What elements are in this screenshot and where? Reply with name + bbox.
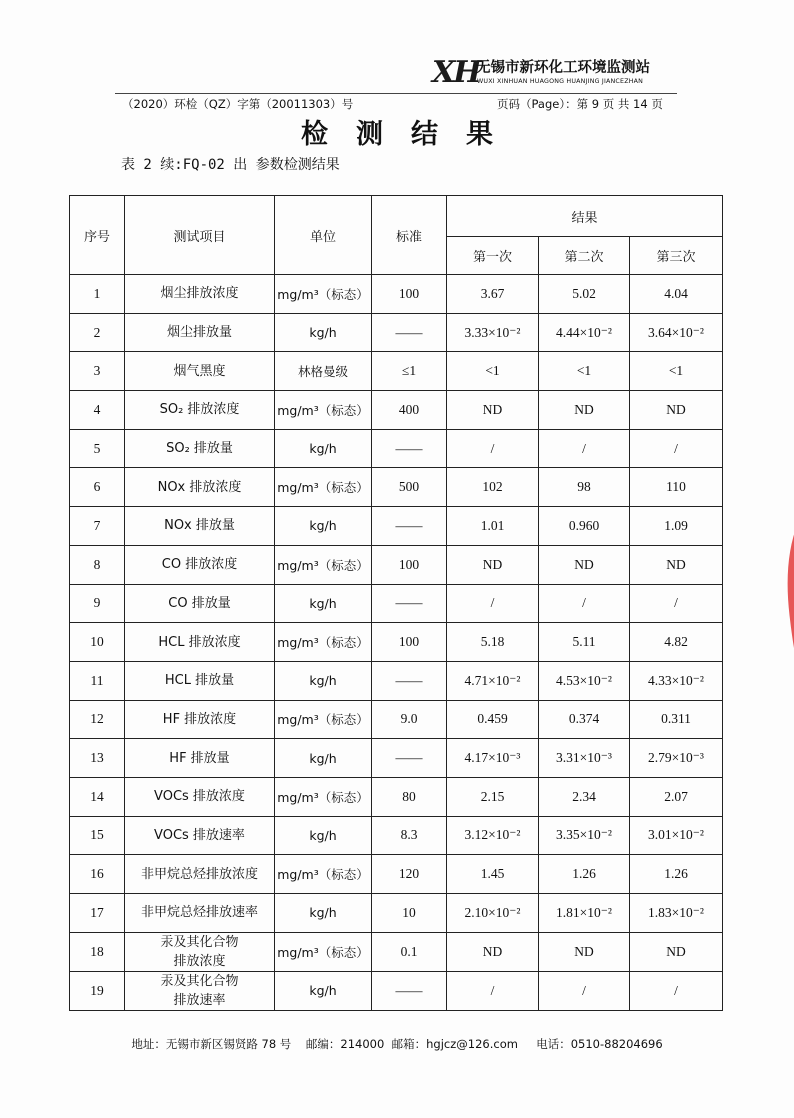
result-third: 1.09 (630, 507, 723, 546)
standard-limit: 100 (372, 275, 447, 314)
test-item: 非甲烷总烃排放浓度 (125, 855, 275, 894)
row-number: 4 (70, 391, 125, 430)
row-number: 18 (70, 932, 125, 971)
result-third: 1.26 (630, 855, 723, 894)
result-first: 4.17×10⁻³ (447, 739, 539, 778)
result-first: 0.459 (447, 700, 539, 739)
table-row (70, 855, 723, 894)
header-item: 测试项目 (125, 196, 275, 275)
row-number: 6 (70, 468, 125, 507)
result-first: <1 (447, 352, 539, 391)
row-number: 17 (70, 894, 125, 933)
table-row (70, 507, 723, 546)
result-second: ND (539, 932, 630, 971)
table-row (70, 700, 723, 739)
unit: mg/m³（标态） (275, 623, 372, 662)
red-stamp-fragment (772, 520, 794, 695)
row-number: 19 (70, 971, 125, 1010)
row-number: 3 (70, 352, 125, 391)
unit: kg/h (275, 894, 372, 933)
footer-contact: 地址：无锡市新区锡贤路 78 号 邮编：214000 邮箱：hgjcz@126.com 电话：0510-88204696 (131, 1037, 663, 1051)
header-result: 结果 (447, 196, 723, 237)
result-third: 4.04 (630, 275, 723, 314)
result-second: <1 (539, 352, 630, 391)
test-item: SO₂ 排放浓度 (125, 391, 275, 430)
result-first: 5.18 (447, 623, 539, 662)
table-row (70, 584, 723, 623)
result-first: 3.67 (447, 275, 539, 314)
result-third: 4.82 (630, 623, 723, 662)
result-second: 5.11 (539, 623, 630, 662)
result-second: 5.02 (539, 275, 630, 314)
unit: kg/h (275, 661, 372, 700)
header-divider (115, 93, 677, 94)
row-number: 13 (70, 739, 125, 778)
table-row (70, 777, 723, 816)
test-item: NOx 排放浓度 (125, 468, 275, 507)
result-third: ND (630, 545, 723, 584)
result-third: 2.79×10⁻³ (630, 739, 723, 778)
result-second: 98 (539, 468, 630, 507)
result-second: ND (539, 391, 630, 430)
table-row (70, 932, 723, 971)
standard-limit: 0.1 (372, 932, 447, 971)
result-second: / (539, 429, 630, 468)
unit: kg/h (275, 507, 372, 546)
row-number: 12 (70, 700, 125, 739)
header-no: 序号 (70, 196, 125, 275)
standard-limit: —— (372, 739, 447, 778)
table-row (70, 468, 723, 507)
result-first: 102 (447, 468, 539, 507)
table-row (70, 971, 723, 1010)
test-item: HCL 排放量 (125, 661, 275, 700)
row-number: 8 (70, 545, 125, 584)
unit: 林格曼级 (275, 352, 372, 391)
result-third: ND (630, 391, 723, 430)
result-second: 2.34 (539, 777, 630, 816)
company-name-cn: 无锡市新环化工环境监测站 (476, 60, 650, 76)
test-item: 烟尘排放浓度 (125, 275, 275, 314)
unit: kg/h (275, 584, 372, 623)
test-item: 非甲烷总烃排放速率 (125, 894, 275, 933)
table-row (70, 545, 723, 584)
result-second: 1.26 (539, 855, 630, 894)
header-standard: 标准 (372, 196, 447, 275)
unit: mg/m³（标态） (275, 468, 372, 507)
test-item: HCL 排放浓度 (125, 623, 275, 662)
result-second: 1.81×10⁻² (539, 894, 630, 933)
result-third: 1.83×10⁻² (630, 894, 723, 933)
logo-mark: XH (432, 55, 480, 90)
result-third: / (630, 429, 723, 468)
result-third: 3.64×10⁻² (630, 313, 723, 352)
standard-limit: 8.3 (372, 816, 447, 855)
result-first: 2.15 (447, 777, 539, 816)
result-first: / (447, 584, 539, 623)
result-third: 3.01×10⁻² (630, 816, 723, 855)
result-third: 110 (630, 468, 723, 507)
standard-limit: 9.0 (372, 700, 447, 739)
result-first: 4.71×10⁻² (447, 661, 539, 700)
row-number: 14 (70, 777, 125, 816)
table-row (70, 429, 723, 468)
page-info: 页码（Page）：第 9 页 共 14 页 (497, 97, 663, 111)
result-first: ND (447, 545, 539, 584)
report-number: （2020）环检（QZ）字第（20011303）号 (122, 97, 354, 111)
test-item: 烟尘排放量 (125, 313, 275, 352)
test-item: HF 排放浓度 (125, 700, 275, 739)
table-row (70, 623, 723, 662)
result-second: 0.374 (539, 700, 630, 739)
unit: mg/m³（标态） (275, 777, 372, 816)
unit: mg/m³（标态） (275, 275, 372, 314)
result-second: ND (539, 545, 630, 584)
row-number: 7 (70, 507, 125, 546)
result-second: 3.31×10⁻³ (539, 739, 630, 778)
header-unit: 单位 (275, 196, 372, 275)
result-third: 4.33×10⁻² (630, 661, 723, 700)
standard-limit: —— (372, 429, 447, 468)
table-row (70, 816, 723, 855)
company-name-en: WUXI XINHUAN HUAGONG HUANJING JIANCEZHAN (477, 78, 644, 85)
test-item: SO₂ 排放量 (125, 429, 275, 468)
unit: mg/m³（标态） (275, 855, 372, 894)
row-number: 1 (70, 275, 125, 314)
standard-limit: 120 (372, 855, 447, 894)
test-item: CO 排放量 (125, 584, 275, 623)
standard-limit: 10 (372, 894, 447, 933)
result-second: / (539, 971, 630, 1010)
row-number: 11 (70, 661, 125, 700)
test-item: VOCs 排放浓度 (125, 777, 275, 816)
result-first: 2.10×10⁻² (447, 894, 539, 933)
table-caption: 表 2 续:FQ-02 出 参数检测结果 (121, 157, 340, 173)
result-third: 2.07 (630, 777, 723, 816)
standard-limit: —— (372, 971, 447, 1010)
test-item: VOCs 排放速率 (125, 816, 275, 855)
standard-limit: 500 (372, 468, 447, 507)
result-third: / (630, 971, 723, 1010)
unit: kg/h (275, 971, 372, 1010)
unit: mg/m³（标态） (275, 700, 372, 739)
table-row (70, 661, 723, 700)
row-number: 2 (70, 313, 125, 352)
standard-limit: ≤1 (372, 352, 447, 391)
result-second: / (539, 584, 630, 623)
result-second: 4.53×10⁻² (539, 661, 630, 700)
result-first: / (447, 429, 539, 468)
unit: mg/m³（标态） (275, 545, 372, 584)
standard-limit: —— (372, 313, 447, 352)
standard-limit: 100 (372, 545, 447, 584)
result-first: ND (447, 391, 539, 430)
header-second: 第二次 (539, 237, 630, 275)
row-number: 15 (70, 816, 125, 855)
result-first: / (447, 971, 539, 1010)
row-number: 9 (70, 584, 125, 623)
result-first: ND (447, 932, 539, 971)
table-body (70, 275, 723, 1011)
table-row (70, 352, 723, 391)
result-second: 3.35×10⁻² (539, 816, 630, 855)
standard-limit: 80 (372, 777, 447, 816)
result-first: 1.45 (447, 855, 539, 894)
result-first: 1.01 (447, 507, 539, 546)
unit: mg/m³（标态） (275, 932, 372, 971)
standard-limit: 100 (372, 623, 447, 662)
standard-limit: 400 (372, 391, 447, 430)
test-item: NOx 排放量 (125, 507, 275, 546)
test-item: 汞及其化合物 排放浓度 (125, 932, 275, 971)
standard-limit: —— (372, 661, 447, 700)
row-number: 10 (70, 623, 125, 662)
table-row (70, 739, 723, 778)
result-first: 3.12×10⁻² (447, 816, 539, 855)
test-item: HF 排放量 (125, 739, 275, 778)
result-third: <1 (630, 352, 723, 391)
test-item: 烟气黑度 (125, 352, 275, 391)
row-number: 5 (70, 429, 125, 468)
page-title: 检测结果 (301, 119, 521, 150)
result-first: 3.33×10⁻² (447, 313, 539, 352)
result-third: / (630, 584, 723, 623)
standard-limit: —— (372, 584, 447, 623)
table-row (70, 391, 723, 430)
row-number: 16 (70, 855, 125, 894)
unit: mg/m³（标态） (275, 391, 372, 430)
table-row (70, 894, 723, 933)
test-item: 汞及其化合物 排放速率 (125, 971, 275, 1010)
header-third: 第三次 (630, 237, 723, 275)
unit: kg/h (275, 739, 372, 778)
table-row (70, 275, 723, 314)
results-table (69, 195, 723, 1011)
table-row (70, 313, 723, 352)
unit: kg/h (275, 816, 372, 855)
result-third: ND (630, 932, 723, 971)
unit: kg/h (275, 429, 372, 468)
result-third: 0.311 (630, 700, 723, 739)
test-item: CO 排放浓度 (125, 545, 275, 584)
result-second: 0.960 (539, 507, 630, 546)
result-second: 4.44×10⁻² (539, 313, 630, 352)
unit: kg/h (275, 313, 372, 352)
standard-limit: —— (372, 507, 447, 546)
header-first: 第一次 (447, 237, 539, 275)
